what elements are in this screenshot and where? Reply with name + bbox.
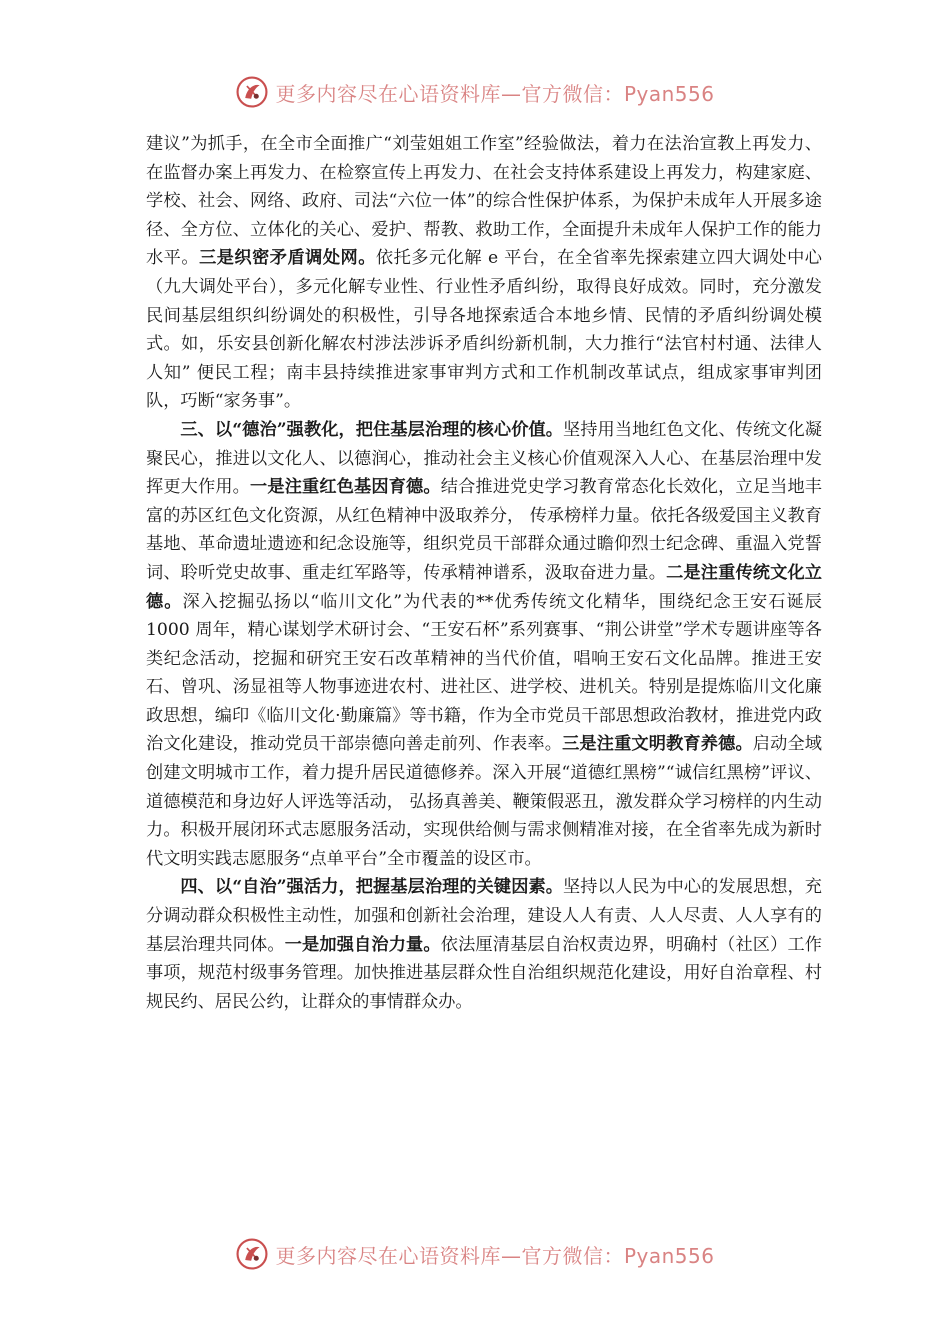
banner-inner: [235, 75, 714, 109]
body-text: 结合推进党史学习教育常态化长效化，立足当地丰富的苏区红色文化资源，从红色精神中汲取养分， 传承榜样力量。依托各级爱国主义教育基地、革命遗址遗迹和纪念设施等，组织党员干部群众通过瞻仰烈士纪念碑、重温入党誓词、聆听党史故事、重走红军路等，传承精神谱系，汲取奋进力量。: [146, 477, 822, 583]
bold-heading-text: 一是加强自治力量。: [284, 934, 441, 955]
body-text: 坚持以人民为中心的发展思想，充分调动群众积极性主动性，加强和创新社会治理，建设人人有责、人人尽责、人人享有的基层治理共同体。: [146, 877, 822, 955]
body-text: 建议”为抓手，在全市全面推广“刘莹姐姐工作室”经验做法，着力在法治宣教上再发力、在监督办案上再发力、在检察宣传上再发力、在社会支持体系建设上再发力，构建家庭、学校、社会、网络、政府、司法“六位一体”的综合性保护体系，为保护未成年人开展多途径、全方位、立体化的关心、爱护、帮教、救助工作，全面提升未成年人保护工作的能力水平。: [146, 134, 822, 269]
body-text: 坚持用当地红色文化、传统文化凝聚民心，推进以文化人、以德润心，推动社会主义核心价值观深入人心、在基层治理中发挥更大作用。: [146, 419, 822, 498]
logo-seal-icon: [235, 75, 269, 109]
banner-text: 更多内容尽在心语资料库—官方微信：Pyan556: [275, 81, 715, 106]
body-text: 依法厘清基层自治权责边界，明确村（社区）工作事项，规范村级事务管理。加快推进基层群众性自治组织规范化建设，用好自治章程、村规民约、居民公约，让群众的事情群众办。: [146, 934, 822, 1012]
bold-heading-text: 四、以“自治”强活力，把握基层治理的关键因素。: [180, 877, 564, 898]
bold-heading-text: 二是注重传统文化立德。: [146, 562, 822, 612]
body-text: 深入挖掘弘扬以“临川文化”为代表的**优秀传统文化精华，围绕纪念王安石诞辰 1000 周年，精心谋划学术研讨会、“王安石杯”系列赛事、“荆公讲堂”学术专题讲座等各类纪念活动，挖掘和研究王安石改革精神的当代价值，唱响王安石文化品牌。推进王安石、曾巩、汤显祖等人物事迹进农村、进社区、进学校、进机关。特别是提炼临川文化廉政思想，编印《临川文化·勤廉篇》等书籍，作为全市党员干部思想政治教材，推进党内政治文化建设，推动党员干部崇德向善走前列、作表率。: [146, 591, 822, 755]
header-banner: [0, 72, 950, 112]
logo-seal-icon: [235, 1237, 269, 1271]
document-body: [146, 130, 822, 1016]
bold-heading-text: 三、以“德治”强教化，把住基层治理的核心价值。: [180, 419, 564, 440]
paragraph: [146, 873, 822, 1016]
body-text: 启动全域创建文明城市工作，着力提升居民道德修养。深入开展“道德红黑榜”“诚信红黑榜”评议、道德模范和身边好人评选等活动， 弘扬真善美、鞭策假恶丑，激发群众学习榜样的内生动力。积极开展闭环式志愿服务活动，实现供给侧与需求侧精准对接，在全省率先成为新时代文明实践志愿服务“点单平台”全市覆盖的设区市。: [146, 734, 822, 869]
footer-banner: [0, 1234, 950, 1274]
banner-text: 更多内容尽在心语资料库—官方微信：Pyan556: [275, 1243, 715, 1268]
bold-heading-text: 一是注重红色基因育德。: [250, 477, 441, 498]
banner-inner: [235, 1237, 714, 1271]
bold-heading-text: 三是注重文明教育养德。: [562, 734, 753, 755]
paragraph: [146, 416, 822, 874]
body-text: 依托多元化解 e 平台，在全省率先探索建立四大调处中心（九大调处平台），多元化解专业性、行业性矛盾纠纷，取得良好成效。同时，充分激发民间基层组织纠纷调处的积极性，引导各地探索适合本地乡情、民情的矛盾纠纷调处模式。如，乐安县创新化解农村涉法涉诉矛盾纠纷新机制，大力推行“法官村村通、法律人人知” 便民工程；南丰县持续推进家事审判方式和工作机制改革试点，组成家事审判团队，巧断“家务事”。: [146, 248, 822, 412]
paragraph: [146, 130, 822, 416]
bold-heading-text: 三是织密矛盾调处网。: [199, 248, 376, 269]
